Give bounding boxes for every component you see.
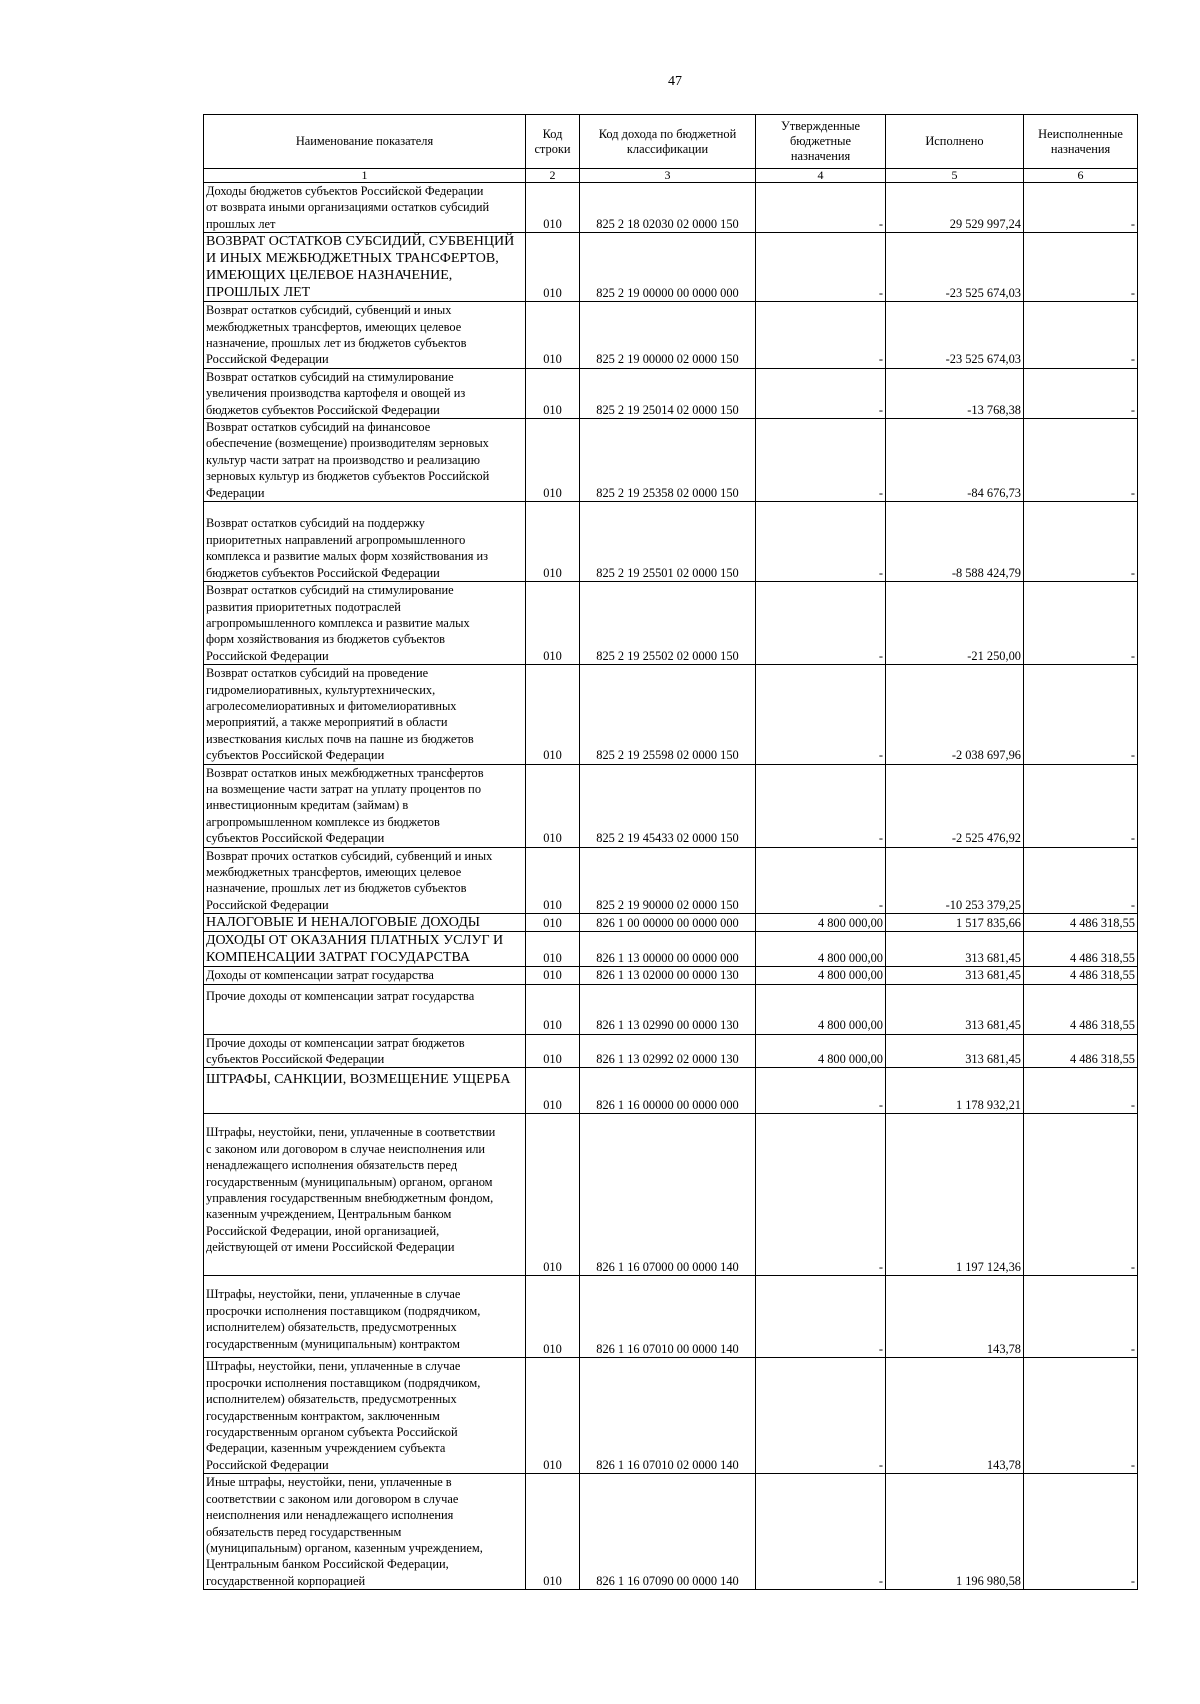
indicator-name: ШТРАФЫ, САНКЦИИ, ВОЗМЕЩЕНИЕ УЩЕРБА [204, 1068, 526, 1114]
executed-value: 1 178 932,21 [886, 1068, 1024, 1114]
unexecuted-value: - [1024, 1276, 1138, 1358]
header-row [204, 115, 1138, 169]
column-header: Неисполненные назначения [1024, 115, 1138, 169]
approved-value: - [756, 233, 886, 302]
table-row [204, 1114, 1138, 1276]
executed-value: 313 681,45 [886, 1034, 1024, 1068]
row-code: 010 [526, 1068, 580, 1114]
column-number: 3 [580, 169, 756, 183]
indicator-name: Возврат остатков субсидий на проведение гидромелиоративных, культуртехнических, агролесомелиоративных и фитомелиоративных мероприятий, а также мероприятий в области известкования кислых почв на пашне из бюджетов субъектов Российской Федерации [204, 665, 526, 764]
indicator-name: ВОЗВРАТ ОСТАТКОВ СУБСИДИЙ, СУБВЕНЦИЙ И ИНЫХ МЕЖБЮДЖЕТНЫХ ТРАНСФЕРТОВ, ИМЕЮЩИХ ЦЕЛЕВОЕ НАЗНАЧЕНИЕ, ПРОШЛЫХ ЛЕТ [204, 233, 526, 302]
indicator-name: Штрафы, неустойки, пени, уплаченные в соответствии с законом или договором в случае неисполнения или ненадлежащего исполнения обязательств перед государственным (муниципальным) органом, органом управления государственным внебюджетным фондом, казенным учреждением, Центральным банком Российской Федерации, иной организацией, действующей от имени Российской Федерации [204, 1114, 526, 1276]
income-code: 826 1 00 00000 00 0000 000 [580, 914, 756, 932]
row-code: 010 [526, 1034, 580, 1068]
executed-value: -2 525 476,92 [886, 764, 1024, 847]
approved-value: - [756, 1474, 886, 1590]
income-code: 825 2 19 25358 02 0000 150 [580, 419, 756, 502]
row-code: 010 [526, 1114, 580, 1276]
column-number-row [204, 169, 1138, 183]
unexecuted-value: - [1024, 582, 1138, 665]
executed-value: 143,78 [886, 1276, 1024, 1358]
approved-value: - [756, 1358, 886, 1474]
executed-value: -23 525 674,03 [886, 233, 1024, 302]
unexecuted-value: 4 486 318,55 [1024, 932, 1138, 967]
indicator-name: ДОХОДЫ ОТ ОКАЗАНИЯ ПЛАТНЫХ УСЛУГ И КОМПЕНСАЦИИ ЗАТРАТ ГОСУДАРСТВА [204, 932, 526, 967]
income-code: 826 1 16 07010 02 0000 140 [580, 1358, 756, 1474]
income-code: 826 1 13 00000 00 0000 000 [580, 932, 756, 967]
executed-value: 313 681,45 [886, 967, 1024, 984]
row-code: 010 [526, 1358, 580, 1474]
income-code: 825 2 19 90000 02 0000 150 [580, 847, 756, 914]
row-code: 010 [526, 233, 580, 302]
row-code: 010 [526, 914, 580, 932]
executed-value: -10 253 379,25 [886, 847, 1024, 914]
income-code: 826 1 16 00000 00 0000 000 [580, 1068, 756, 1114]
executed-value: -23 525 674,03 [886, 302, 1024, 369]
indicator-name: Штрафы, неустойки, пени, уплаченные в случае просрочки исполнения поставщиком (подрядчиком, исполнителем) обязательств, предусмотренных государственным контрактом, заключенным государственным органом субъекта Российской Федерации, казенным учреждением субъекта Российской Федерации [204, 1358, 526, 1474]
column-header: Утвержденные бюджетные назначения [756, 115, 886, 169]
approved-value: - [756, 1068, 886, 1114]
approved-value: - [756, 502, 886, 582]
income-code: 826 1 16 07010 00 0000 140 [580, 1276, 756, 1358]
column-number: 5 [886, 169, 1024, 183]
income-code: 826 1 13 02992 02 0000 130 [580, 1034, 756, 1068]
indicator-name: Иные штрафы, неустойки, пени, уплаченные в соответствии с законом или договором в случае неисполнения или ненадлежащего исполнения обязательств перед государственным (муниципальным) органом, казенным учреждением, Центральным банком Российской Федерации, государственной корпорацией [204, 1474, 526, 1590]
table-row [204, 1358, 1138, 1474]
executed-value: -13 768,38 [886, 368, 1024, 418]
row-code: 010 [526, 932, 580, 967]
row-code: 010 [526, 368, 580, 418]
income-code: 825 2 19 25598 02 0000 150 [580, 665, 756, 764]
approved-value: 4 800 000,00 [756, 984, 886, 1034]
column-header: Код строки [526, 115, 580, 169]
table-row [204, 1474, 1138, 1590]
executed-value: -84 676,73 [886, 419, 1024, 502]
executed-value: 1 517 835,66 [886, 914, 1024, 932]
unexecuted-value: - [1024, 1068, 1138, 1114]
approved-value: - [756, 302, 886, 369]
unexecuted-value: - [1024, 764, 1138, 847]
table-row [204, 368, 1138, 418]
unexecuted-value: - [1024, 1114, 1138, 1276]
executed-value: 313 681,45 [886, 984, 1024, 1034]
column-number: 2 [526, 169, 580, 183]
approved-value: - [756, 764, 886, 847]
row-code: 010 [526, 183, 580, 233]
income-code: 826 1 13 02000 00 0000 130 [580, 967, 756, 984]
row-code: 010 [526, 582, 580, 665]
column-number: 1 [204, 169, 526, 183]
unexecuted-value: 4 486 318,55 [1024, 984, 1138, 1034]
executed-value: -21 250,00 [886, 582, 1024, 665]
indicator-name: Прочие доходы от компенсации затрат бюджетов субъектов Российской Федерации [204, 1034, 526, 1068]
unexecuted-value: - [1024, 368, 1138, 418]
approved-value: - [756, 368, 886, 418]
approved-value: - [756, 665, 886, 764]
indicator-name: Возврат остатков субсидий на стимулирование увеличения производства картофеля и овощей из бюджетов субъектов Российской Федерации [204, 368, 526, 418]
income-code: 826 1 16 07000 00 0000 140 [580, 1114, 756, 1276]
table-row [204, 183, 1138, 233]
table-row [204, 665, 1138, 764]
table-row [204, 847, 1138, 914]
unexecuted-value: - [1024, 419, 1138, 502]
approved-value: - [756, 1114, 886, 1276]
income-code: 825 2 19 45433 02 0000 150 [580, 764, 756, 847]
executed-value: 313 681,45 [886, 932, 1024, 967]
approved-value: 4 800 000,00 [756, 967, 886, 984]
unexecuted-value: - [1024, 183, 1138, 233]
executed-value: 29 529 997,24 [886, 183, 1024, 233]
income-code: 825 2 19 25502 02 0000 150 [580, 582, 756, 665]
income-code: 825 2 18 02030 02 0000 150 [580, 183, 756, 233]
row-code: 010 [526, 1276, 580, 1358]
indicator-name: Доходы от компенсации затрат государства [204, 967, 526, 984]
table-row [204, 1276, 1138, 1358]
unexecuted-value: - [1024, 1474, 1138, 1590]
table-row [204, 932, 1138, 967]
table-row [204, 582, 1138, 665]
table-row [204, 502, 1138, 582]
indicator-name: Возврат прочих остатков субсидий, субвенций и иных межбюджетных трансфертов, имеющих целевое назначение, прошлых лет из бюджетов субъектов Российской Федерации [204, 847, 526, 914]
unexecuted-value: - [1024, 302, 1138, 369]
row-code: 010 [526, 502, 580, 582]
unexecuted-value: - [1024, 233, 1138, 302]
budget-revenue-table [203, 114, 1138, 1590]
unexecuted-value: - [1024, 665, 1138, 764]
income-code: 826 1 16 07090 00 0000 140 [580, 1474, 756, 1590]
table-row [204, 1068, 1138, 1114]
table-row [204, 1034, 1138, 1068]
table-row [204, 914, 1138, 932]
income-code: 825 2 19 00000 00 0000 000 [580, 233, 756, 302]
indicator-name: Возврат остатков иных межбюджетных трансфертов на возмещение части затрат на уплату процентов по инвестиционным кредитам (займам) в агропромышленном комплексе из бюджетов субъектов Российской Федерации [204, 764, 526, 847]
row-code: 010 [526, 764, 580, 847]
row-code: 010 [526, 847, 580, 914]
executed-value: 1 196 980,58 [886, 1474, 1024, 1590]
approved-value: - [756, 183, 886, 233]
table-row [204, 233, 1138, 302]
approved-value: 4 800 000,00 [756, 914, 886, 932]
indicator-name: Возврат остатков субсидий на финансовое обеспечение (возмещение) производителям зерновых культур части затрат на производство и реализацию зерновых культур из бюджетов субъектов Российской Федерации [204, 419, 526, 502]
indicator-name: Прочие доходы от компенсации затрат государства [204, 984, 526, 1034]
column-header: Исполнено [886, 115, 1024, 169]
executed-value: 1 197 124,36 [886, 1114, 1024, 1276]
indicator-name: Возврат остатков субсидий на стимулирование развития приоритетных подотраслей агропромышленного комплекса и развитие малых форм хозяйствования из бюджетов субъектов Российской Федерации [204, 582, 526, 665]
column-number: 4 [756, 169, 886, 183]
income-code: 826 1 13 02990 00 0000 130 [580, 984, 756, 1034]
unexecuted-value: 4 486 318,55 [1024, 967, 1138, 984]
row-code: 010 [526, 665, 580, 764]
executed-value: -8 588 424,79 [886, 502, 1024, 582]
column-header: Наименование показателя [204, 115, 526, 169]
executed-value: 143,78 [886, 1358, 1024, 1474]
approved-value: - [756, 1276, 886, 1358]
column-number: 6 [1024, 169, 1138, 183]
income-code: 825 2 19 25014 02 0000 150 [580, 368, 756, 418]
indicator-name: Штрафы, неустойки, пени, уплаченные в случае просрочки исполнения поставщиком (подрядчиком, исполнителем) обязательств, предусмотренных государственным (муниципальным) контрактом [204, 1276, 526, 1358]
unexecuted-value: 4 486 318,55 [1024, 1034, 1138, 1068]
indicator-name: Возврат остатков субсидий, субвенций и иных межбюджетных трансфертов, имеющих целевое назначение, прошлых лет из бюджетов субъектов Российской Федерации [204, 302, 526, 369]
income-code: 825 2 19 25501 02 0000 150 [580, 502, 756, 582]
row-code: 010 [526, 419, 580, 502]
row-code: 010 [526, 984, 580, 1034]
table-row [204, 984, 1138, 1034]
row-code: 010 [526, 967, 580, 984]
approved-value: - [756, 847, 886, 914]
indicator-name: НАЛОГОВЫЕ И НЕНАЛОГОВЫЕ ДОХОДЫ [204, 914, 526, 932]
unexecuted-value: - [1024, 502, 1138, 582]
executed-value: -2 038 697,96 [886, 665, 1024, 764]
indicator-name: Доходы бюджетов субъектов Российской Федерации от возврата иными организациями остатков субсидий прошлых лет [204, 183, 526, 233]
approved-value: 4 800 000,00 [756, 1034, 886, 1068]
table-row [204, 967, 1138, 984]
table-row [204, 302, 1138, 369]
approved-value: - [756, 582, 886, 665]
unexecuted-value: 4 486 318,55 [1024, 914, 1138, 932]
table-row [204, 419, 1138, 502]
page-number: 47 [668, 74, 682, 89]
column-header: Код дохода по бюджетной классификации [580, 115, 756, 169]
indicator-name: Возврат остатков субсидий на поддержку приоритетных направлений агропромышленного комплекса и развитие малых форм хозяйствования из бюджетов субъектов Российской Федерации [204, 502, 526, 582]
approved-value: - [756, 419, 886, 502]
income-code: 825 2 19 00000 02 0000 150 [580, 302, 756, 369]
row-code: 010 [526, 302, 580, 369]
unexecuted-value: - [1024, 847, 1138, 914]
approved-value: 4 800 000,00 [756, 932, 886, 967]
table-row [204, 764, 1138, 847]
row-code: 010 [526, 1474, 580, 1590]
unexecuted-value: - [1024, 1358, 1138, 1474]
